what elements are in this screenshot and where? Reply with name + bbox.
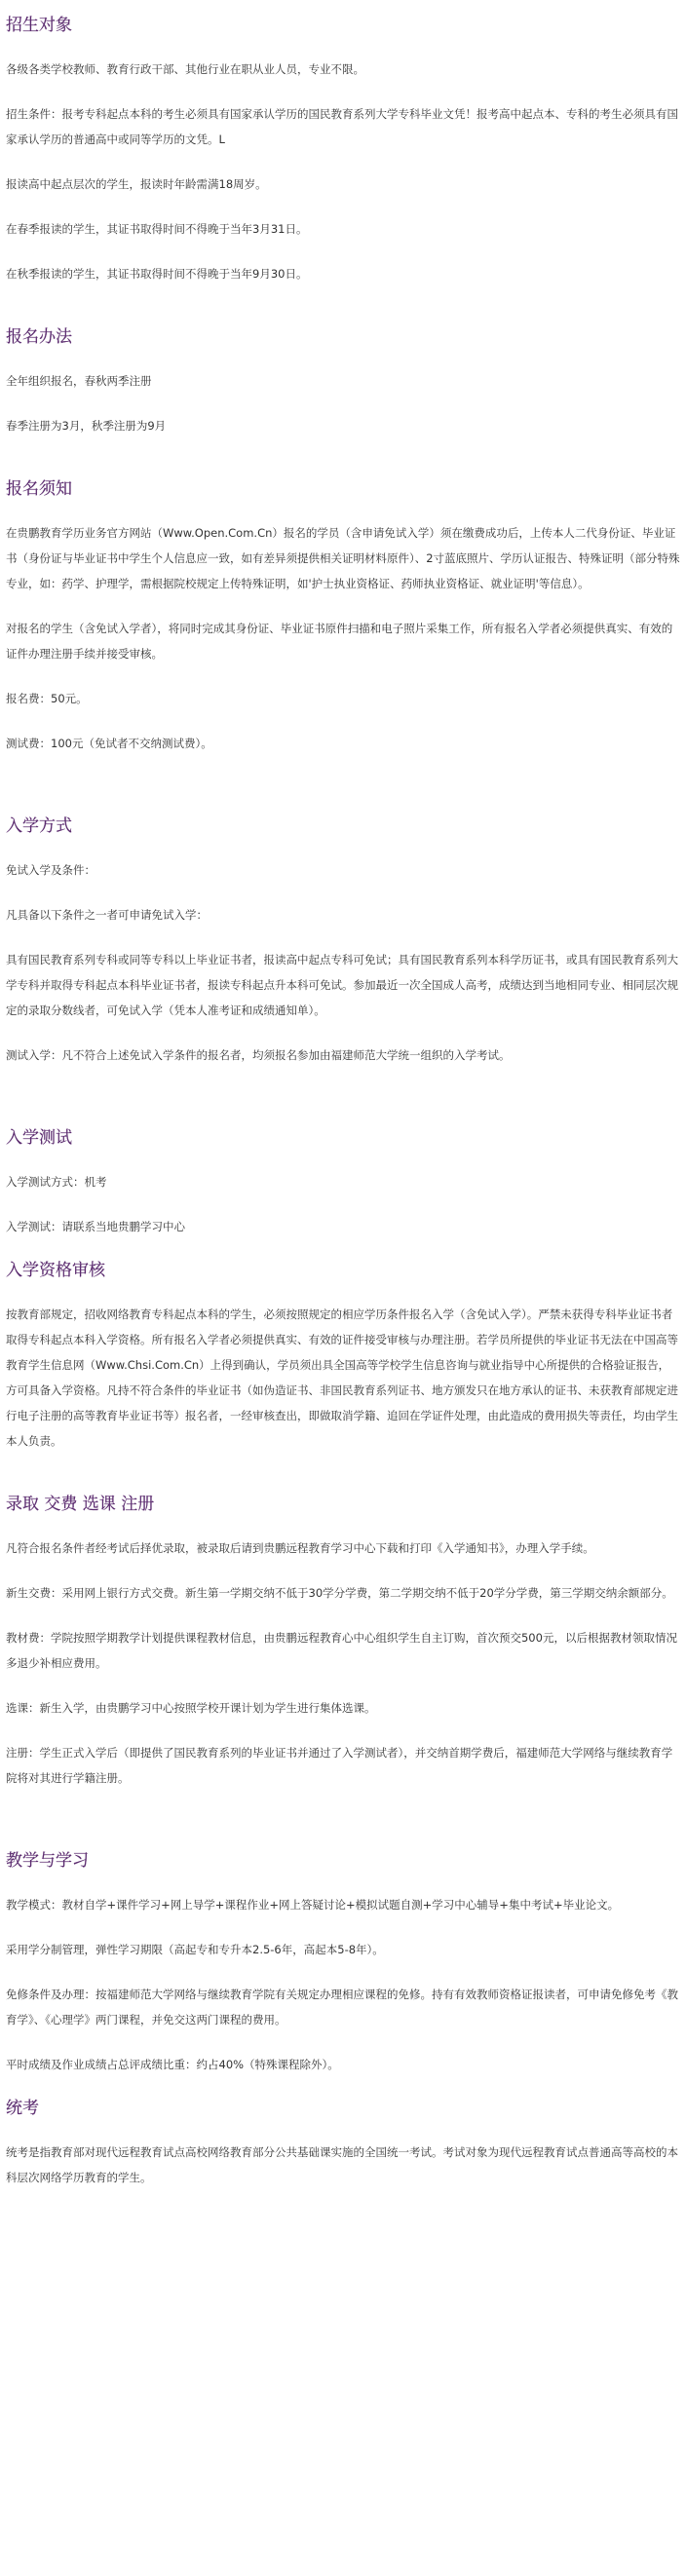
paragraph: 春季注册为3月，秋季注册为9月 bbox=[6, 419, 167, 433]
paragraph: 报读高中起点层次的学生，报读时年龄需满18周岁。 bbox=[6, 177, 267, 191]
section-teaching bbox=[6, 1849, 680, 2077]
section-registration-notice bbox=[6, 477, 680, 756]
paragraph: 按教育部规定，招收网络教育专科起点本科的学生，必须按照规定的相应学历条件报名入学（含免试入学）。严禁未获得专科毕业证书者取得专科起点本科入学资格。所有报名入学者必须提供真实、有效的证件接受审核与办理注册。若学员所提供的毕业证书无法在中国高等教育学生信息网（Www.Chsi.Com.Cn）上得到确认，学员须出具全国高等学校学生信息咨询与就业指导中心所提供的合格验证报告，方可具备入学资格。凡持不符合条件的毕业证书（如伪造证书、非国民教育系列证书、地方颁发只在地方承认的证书、未获教育部规定进行电子注册的高等教育毕业证书等）报名者，一经审核查出，即做取消学籍、追回在学证件处理，由此造成的费用损失等责任，均由学生本人负责。 bbox=[6, 1307, 678, 1448]
paragraph: 在贵鹏教育学历业务官方网站（Www.Open.Com.Cn）报名的学员（含申请免试入学）须在缴费成功后，上传本人二代身份证、毕业证书（身份证与毕业证书中学生个人信息应一致，如有差异须提供相关证明材料原件）、2寸蓝底照片、学历认证报告、特殊证明（部分特殊专业，如：药学、护理学，需根据院校规定上传特殊证明，如'护士执业资格证、药师执业资格证、就业证明'等信息）。 bbox=[6, 526, 680, 590]
paragraph: 平时成绩及作业成绩占总评成绩比重：约占40%（特殊课程除外）。 bbox=[6, 2058, 339, 2071]
paragraph: 教材费：学院按照学期教学计划提供课程教材信息，由贵鹏远程教育心中心组织学生自主订购，首次预交500元，以后根据教材领取情况多退少补相应费用。 bbox=[6, 1631, 677, 1670]
paragraph: 在秋季报读的学生，其证书取得时间不得晚于当年9月30日。 bbox=[6, 267, 308, 281]
paragraph: 报名费：50元。 bbox=[6, 692, 88, 705]
paragraph: 凡具备以下条件之一者可申请免试入学： bbox=[6, 908, 208, 922]
paragraph: 入学测试：请联系当地贵鹏学习中心 bbox=[6, 1220, 185, 1233]
section-title: 统考 bbox=[6, 2099, 39, 2118]
paragraph: 采用学分制管理，弹性学习期限（高起专和专升本2.5-6年，高起本5-8年）。 bbox=[6, 1943, 384, 1956]
section-recruit-targets bbox=[6, 14, 680, 286]
section-enrollment bbox=[6, 1493, 680, 1791]
section-registration-method bbox=[6, 325, 680, 438]
section-unified-exam bbox=[6, 2097, 680, 2190]
section-title: 报名须知 bbox=[6, 479, 72, 499]
paragraph: 选课：新生入学，由贵鹏学习中心按照学校开课计划为学生进行集体选课。 bbox=[6, 1701, 376, 1715]
paragraph: 各级各类学校教师、教育行政干部、其他行业在职从业人员，专业不限。 bbox=[6, 62, 364, 76]
section-admission-test bbox=[6, 1126, 680, 1239]
paragraph: 注册：学生正式入学后（即提供了国民教育系列的毕业证书并通过了入学测试者），并交纳首期学费后，福建师范大学网络与继续教育学院将对其进行学籍注册。 bbox=[6, 1746, 673, 1785]
paragraph: 统考是指教育部对现代远程教育试点高校网络教育部分公共基础课实施的全国统一考试。考试对象为现代远程教育试点普通高等高校的本科层次网络学历教育的学生。 bbox=[6, 2145, 678, 2184]
section-title: 招生对象 bbox=[6, 16, 72, 35]
section-admission-method bbox=[6, 814, 680, 1068]
section-title: 录取 交费 选课 注册 bbox=[6, 1495, 155, 1514]
paragraph: 招生条件：报考专科起点本科的考生必须具有国家承认学历的国民教育系列大学专科毕业文凭！报考高中起点本、专科的考生必须具有国家承认学历的普通高中或同等学历的文凭。L bbox=[6, 107, 678, 146]
paragraph: 全年组织报名，春秋两季注册 bbox=[6, 374, 152, 388]
section-qualification-review bbox=[6, 1259, 680, 1454]
paragraph: 免试入学及条件： bbox=[6, 863, 95, 877]
paragraph: 具有国民教育系列专科或同等专科以上毕业证书者，报读高中起点专科可免试；具有国民教育系列本科学历证书，或具有国民教育系列大学专科并取得专科起点本科毕业证书者，报读专科起点升本科可免试。参加最近一次全国成人高考，成绩达到当地相同专业、相同层次规定的录取分数线者，可免试入学（凭本人准考证和成绩通知单）。 bbox=[6, 953, 678, 1017]
paragraph: 免修条件及办理：按福建师范大学网络与继续教育学院有关规定办理相应课程的免修。持有有效教师资格证报读者，可申请免修免考《教育学》、《心理学》两门课程，并免交这两门课程的费用。 bbox=[6, 1988, 678, 2027]
section-title: 入学方式 bbox=[6, 816, 72, 836]
paragraph: 测试费：100元（免试者不交纳测试费）。 bbox=[6, 737, 212, 750]
paragraph: 教学模式：教材自学+课件学习+网上导学+课程作业+网上答疑讨论+模拟试题自测+学习中心辅导+集中考试+毕业论文。 bbox=[6, 1898, 620, 1912]
section-title: 教学与学习 bbox=[6, 1851, 89, 1871]
paragraph: 新生交费：采用网上银行方式交费。新生第一学期交纳不低于30学分学费，第二学期交纳不低于20学分学费，第三学期交纳余额部分。 bbox=[6, 1586, 673, 1600]
section-title: 入学资格审核 bbox=[6, 1261, 105, 1280]
paragraph: 在春季报读的学生，其证书取得时间不得晚于当年3月31日。 bbox=[6, 222, 308, 236]
paragraph: 测试入学：凡不符合上述免试入学条件的报名者，均须报名参加由福建师范大学统一组织的入学考试。 bbox=[6, 1048, 511, 1062]
section-title: 报名办法 bbox=[6, 327, 72, 347]
paragraph: 入学测试方式：机考 bbox=[6, 1175, 107, 1189]
paragraph: 凡符合报名条件者经考试后择优录取，被录取后请到贵鹏远程教育学习中心下载和打印《入学通知书》，办理入学手续。 bbox=[6, 1541, 594, 1555]
section-title: 入学测试 bbox=[6, 1128, 72, 1148]
paragraph: 对报名的学生（含免试入学者），将同时完成其身份证、毕业证书原件扫描和电子照片采集工作，所有报名入学者必须提供真实、有效的证件办理注册手续并接受审核。 bbox=[6, 622, 673, 661]
